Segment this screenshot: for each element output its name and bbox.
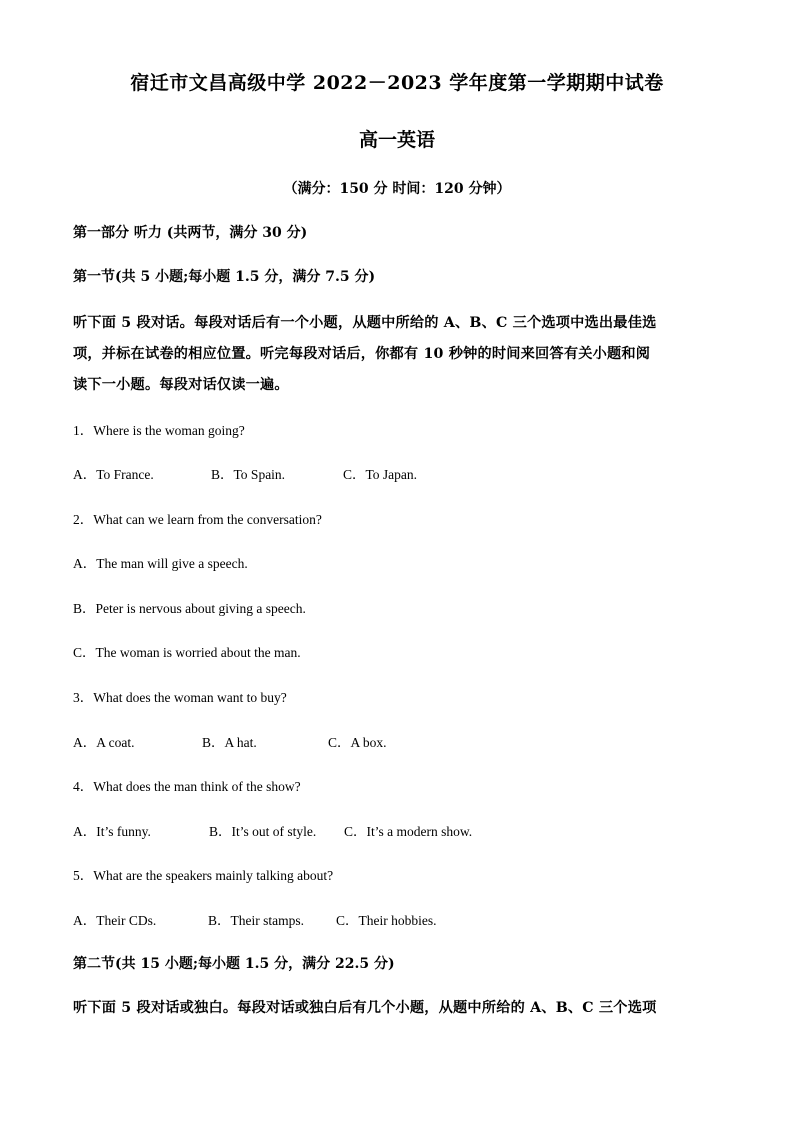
question-stem: 1．Where is the woman going? [73, 423, 245, 438]
option-a: A．To France. [73, 467, 154, 482]
section2-instruction-line: 听下面 5 段对话或独白。每段对话或独白后有几个小题，从题中所给的 A、B、C 三个选项 [73, 1000, 657, 1016]
question-stem: 5．What are the speakers mainly talking about? [73, 868, 334, 883]
section2-heading: 第二节(共 15 小题;每小题 1.5 分，满分 22.5 分) [73, 956, 395, 972]
option-c: C．A box. [328, 735, 387, 750]
section1-instruction-line: 项，并标在试卷的相应位置。听完每段对话后，你都有 10 秒钟的时间来回答有关小题和阅 [73, 346, 651, 362]
option-c: C．To Japan. [343, 467, 418, 482]
question-stem: 2．What can we learn from the conversation? [73, 512, 322, 527]
option-a: A．Their CDs. [73, 913, 157, 928]
section1-instruction-line: 读下一小题。每段对话仅读一遍。 [73, 377, 289, 393]
score-time-note: （满分：150 分 时间：120 分钟） [283, 181, 511, 197]
option-b: B．It’s out of style. [209, 824, 317, 839]
option-a: A．The man will give a speech. [73, 556, 248, 571]
question-stem: 4．What does the man think of the show? [73, 779, 301, 794]
option-a: A．A coat. [73, 735, 135, 750]
option-a: A．It’s funny. [73, 824, 151, 839]
option-b: B．To Spain. [211, 467, 286, 482]
option-b: B．Peter is nervous about giving a speech. [73, 601, 306, 616]
section1-heading: 第一节(共 5 小题;每小题 1.5 分，满分 7.5 分) [73, 269, 376, 285]
part1-heading: 第一部分 听力 (共两节，满分 30 分) [73, 225, 308, 241]
option-b: B．A hat. [202, 735, 257, 750]
option-c: C．Their hobbies. [336, 913, 437, 928]
section1-instruction-line: 听下面 5 段对话。每段对话后有一个小题，从题中所给的 A、B、C 三个选项中选出最佳选 [73, 315, 657, 331]
subject-title: 高一英语 [358, 129, 435, 151]
option-c: C．It’s a modern show. [344, 824, 473, 839]
exam-title: 宿迁市文昌高级中学 2022－2023 学年度第一学期期中试卷 [130, 72, 664, 94]
option-c: C．The woman is worried about the man. [73, 645, 301, 660]
question-stem: 3．What does the woman want to buy? [73, 690, 287, 705]
option-b: B．Their stamps. [208, 913, 304, 928]
